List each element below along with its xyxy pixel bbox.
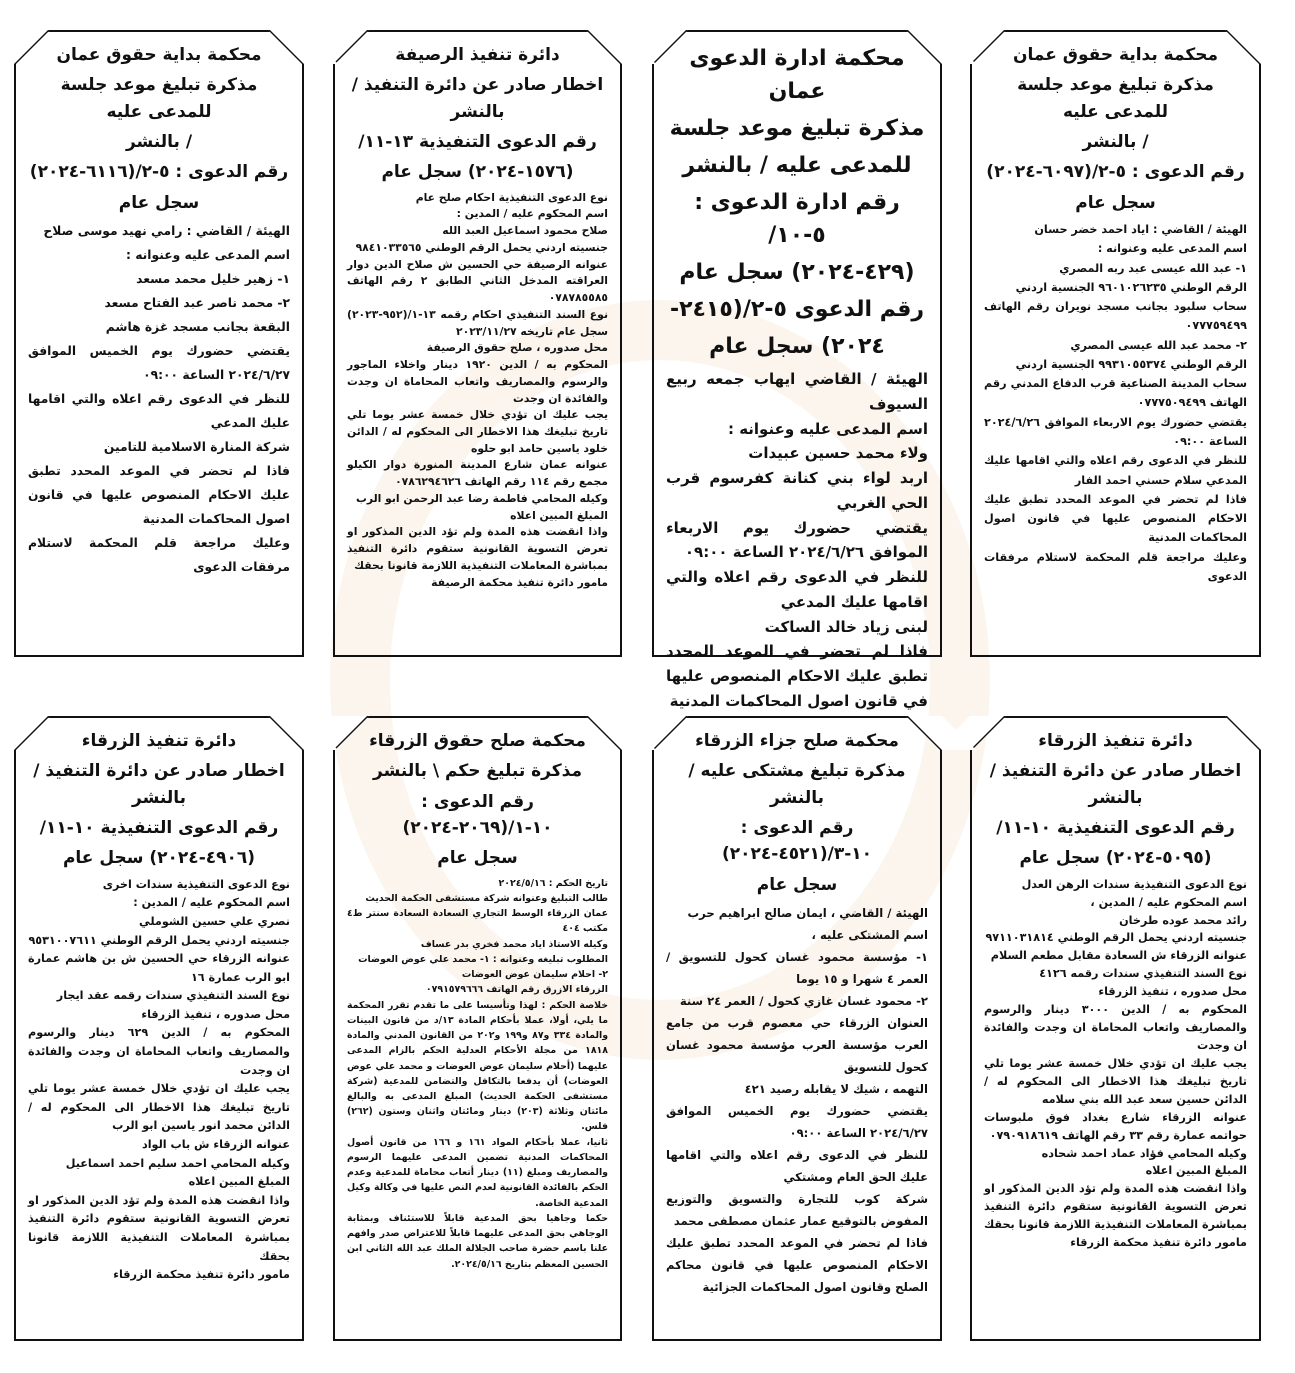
body-line: يجب عليك ان تؤدي خلال خمسة عشر يوما تلي تاريخ تبليغك هذا الاخطار الى المحكوم له / الدائن محمد انور ياسين ابو الرب bbox=[28, 1082, 290, 1133]
body-line: المحكوم به / الدين ٣٠٠٠ دينار والرسوم والمصاريف واتعاب المحاماة ان وجدت والفائدة ان وجدت bbox=[984, 1003, 1247, 1053]
notice-case-number: (٤٩٠٦-٢٠٢٤) سجل عام bbox=[62, 848, 256, 869]
notice-heading: / بالنشر bbox=[1082, 132, 1149, 153]
body-line: التهمه ، شيك لا يقابله رصيد ٤٢١ bbox=[744, 1082, 928, 1097]
body-line: يقتضي حضورك يوم الخميس الموافق ٢٠٢٤/٦/٢٧ الساعة ٠٩:٠٠ bbox=[28, 343, 290, 382]
body-line: يقتضي حضورك يوم الاربعاء الموافق ٢٠٢٤/٦/٢٦ الساعة ٠٩:٠٠ bbox=[666, 518, 928, 562]
notice-heading: سجل عام bbox=[437, 848, 518, 869]
body-line: سحاب سلبود بجانب مسجد نويران رقم الهاتف ٠٧٧٧٥٩٤٩٩ bbox=[984, 300, 1247, 333]
notice-case-number: رقم الدعوى : ٥-٢/(٦٠٩٧-٢٠٢٤) bbox=[986, 162, 1245, 183]
body-line: ٢- محمد عبد الله عيسى المصري bbox=[1070, 338, 1247, 352]
body-line: البقعة بجانب مسجد غزة هاشم bbox=[105, 319, 290, 334]
body-line: للنظر في الدعوى رقم اعلاه والتي اقامها عليك المدعي bbox=[28, 391, 290, 430]
body-line: نوع الدعوى التنفيذية احكام صلح عام bbox=[415, 190, 608, 204]
notice-case-number: (٥٠٩٥-٢٠٢٤) سجل عام bbox=[1019, 848, 1212, 869]
body-line: تاريخ الحكم : ٢٠٢٤/٥/١٦ bbox=[498, 877, 608, 889]
body-line: شركة كوب للتجارة والتسويق والتوزيع المفوض بالتوقيع عمار عثمان مصطفى محمد bbox=[666, 1192, 928, 1229]
notice-heading: مذكرة تبليغ حكم \ بالنشر bbox=[373, 761, 582, 782]
body-line: اسم المدعى عليه وعنوانه : bbox=[727, 419, 928, 438]
body-line: طالب التبليغ وعنوانه شركة مستشفى الحكمة الحديث bbox=[365, 892, 608, 904]
body-line: عمان الزرقاء الوسط التجاري السعادة السعادة سنتر ط٤ مكتب ٤٠٤ bbox=[347, 908, 608, 935]
body-line: للنظر في الدعوى رقم اعلاه والتي اقامها عليك المدعي bbox=[666, 568, 928, 611]
body-line: مامور دائرة تنفيذ محكمة الرصيفة bbox=[431, 575, 608, 589]
body-line: اسم المدعى عليه وعنوانه : bbox=[1097, 242, 1247, 256]
body-line: المحكوم به / الدين ١٩٢٠ دينار واخلاء الماجور والرسوم والمصاريف واتعاب المحاماة ان وجدت والفائدة ان وجدت bbox=[347, 358, 608, 405]
body-line: وكيله المحامي احمد سليم احمد اسماعيل bbox=[65, 1156, 290, 1170]
notice-case-number: رقم الدعوى التنفيذية ١٣-١١/ bbox=[358, 132, 597, 153]
notice-heading: مذكرة تبليغ مشتكى عليه / بالنشر bbox=[688, 761, 906, 808]
body-line: نوع الدعوى التنفيذية سندات اخرى bbox=[102, 877, 290, 891]
body-line: عنوانه الزرقاء حي الحسين ش بن هاشم عمارة ابو الرب عمارة ١٦ bbox=[28, 952, 290, 984]
notice-zarqa-civil-magistrate bbox=[333, 716, 622, 1341]
body-line: الهيئة / القاضي ، ايمان صالح ابراهيم حرب bbox=[687, 906, 928, 921]
body-line: يجب عليك ان تؤدي خلال خمسة عشر يوما تلي تاريخ تبليغك هذا الاخطار الى المحكوم له / الدائن خلود ياسين حامد ابو حلوه bbox=[347, 408, 608, 455]
body-line: نوع الدعوى التنفيذية سندات الرهن العدل bbox=[1021, 877, 1247, 891]
notice-heading: مذكرة تبليغ موعد جلسة للمدعى عليه bbox=[1017, 75, 1214, 122]
notice-heading: دائرة تنفيذ الزرقاء bbox=[1038, 731, 1193, 751]
body-line: جنسيته اردني يحمل الرقم الوطني ٩٨٤١٠٣٣٥٦٥ bbox=[355, 240, 608, 254]
body-line: وكيله الاستاذ اياد محمد فخري بدر عساف bbox=[420, 938, 608, 950]
body-line: ٢- محمد ناصر عبد الفتاح مسعد bbox=[104, 295, 290, 310]
notice-case-number: (١٥٧٦-٢٠٢٤) سجل عام bbox=[381, 162, 574, 183]
body-line: ولاء محمد حسين عبيدات bbox=[748, 444, 928, 463]
notice-body bbox=[666, 367, 928, 714]
notice-heading: محكمة بداية حقوق عمان bbox=[1012, 45, 1219, 65]
body-line: ٢- محمود غسان غازي كحول / العمر ٢٤ سنة bbox=[679, 994, 928, 1009]
notice-heading: مذكرة تبليغ موعد جلسة bbox=[669, 116, 925, 141]
body-line: واذا انقضت هذه المدة ولم تؤد الدين المذكور او تعرض التسوية القانونية ستقوم دائرة التنفيذ بمباشرة المعاملات التنفيذية اللازمة قانونا بحقك bbox=[983, 1182, 1247, 1232]
body-line: ٢- احلام سليمان عوض العوضات bbox=[461, 969, 608, 981]
notice-zarqa-execution-4906 bbox=[14, 716, 304, 1341]
body-line: شركة المنارة الاسلامية للتامين bbox=[103, 439, 290, 454]
notice-amman-case-management bbox=[652, 30, 942, 710]
notice-heading: للمدعى عليه / بالنشر bbox=[682, 153, 912, 178]
body-line: محل صدوره ، صلح حقوق الرصيفة bbox=[426, 341, 608, 355]
notice-body bbox=[28, 220, 290, 580]
body-line: اسم المحكوم عليه / المدين : bbox=[456, 207, 608, 221]
notice-case-number: (٤٢٩-٢٠٢٤) سجل عام bbox=[679, 260, 915, 285]
body-line: اسم المشتكى عليه ، bbox=[811, 928, 928, 943]
body-line: وعليك مراجعة قلم المحكمة لاستلام مرفقات الدعوى bbox=[28, 535, 290, 574]
body-line: نصري علي حسين الشوملي bbox=[139, 914, 290, 928]
body-line: عنوانه الرصيفة حي الحسين ش صلاح الدين دوار العراقته المدخل الثاني الطابق ٢ رقم الهاتف ٠٧٨٧٨٥٥٨٥ bbox=[347, 257, 608, 305]
notice-case-number: رقم ادارة الدعوى : ٥-١٠/ bbox=[694, 190, 900, 248]
body-line: وعليك مراجعة قلم المحكمة لاستلام مرفقات الدعوى bbox=[984, 550, 1247, 583]
notice-case-number: رقم الدعوى : ١٠-١/(٢٠٦٩-٢٠٢٤) bbox=[402, 791, 553, 839]
notice-heading: محكمة صلح حقوق الزرقاء bbox=[369, 731, 586, 751]
body-line: الرقم الوطني ٩٩٣١٠٥٥٣٧٤ الجنسية اردني bbox=[1015, 357, 1247, 371]
body-line: يقتضي حضورك يوم الخميس الموافق ٢٠٢٤/٦/٢٧ الساعة ٠٩:٠٠ bbox=[666, 1104, 928, 1141]
notice-case-number: ٢٠٢٤) سجل عام bbox=[709, 334, 885, 359]
notice-heading: سجل عام bbox=[756, 874, 838, 895]
notice-rusaifa-execution bbox=[333, 30, 622, 657]
body-line: لبنى زياد خالد الساكت bbox=[764, 617, 928, 636]
notice-body bbox=[984, 876, 1247, 1252]
body-line: يجب عليك ان تؤدي خلال خمسة عشر يوما تلي تاريخ تبليغك هذا الاخطار الى المحكوم له / الدائن حسين سعد عبد الله بني سلامه bbox=[984, 1056, 1247, 1106]
notice-amman-first-instance-6097 bbox=[970, 30, 1261, 657]
body-line: رائد محمد عوده طرخان bbox=[1119, 913, 1247, 927]
body-line: محل صدوره ، تنفيذ الزرقاء bbox=[141, 1007, 290, 1021]
notice-heading: اخطار صادر عن دائرة التنفيذ / بالنشر bbox=[33, 761, 285, 808]
body-line: عنوانه الزرقاء شارع بغداد فوق ملبوسات حواتمه عمارة رقم ٣٣ رقم الهاتف ٠٧٩٠٩١٨٦١٩ bbox=[984, 1110, 1247, 1142]
body-line: نوع السند التنفيذي احكام رقمه ١٣-١/(٩٥٢-٢٠٢٣) سجل عام تاريخه ٢٠٢٣/١١/٢٧ bbox=[347, 307, 608, 338]
body-line: جنسيته اردني يحمل الرقم الوطني ٩٧١١٠٣١٨١٤ bbox=[985, 931, 1247, 945]
body-line: عنوانه الزرقاء ش باب الواد bbox=[141, 1138, 290, 1152]
notice-heading: سجل عام bbox=[1075, 192, 1156, 213]
notice-case-number: رقم الدعوى : ٥-٢/(٦١١٦-٢٠٢٤) bbox=[29, 162, 289, 183]
body-line: وكيله المحامي فاطمة رضا عبد الرحمن ابو الرب bbox=[356, 491, 608, 505]
notice-zarqa-execution-5095 bbox=[970, 716, 1261, 1341]
body-line: عنوانه الزرقاء ش السعادة مقابل مطعم السلام bbox=[990, 949, 1247, 963]
body-line: للنظر في الدعوى رقم اعلاه والتي اقامها عليك الحق العام ومشتكي bbox=[666, 1148, 928, 1185]
body-line: الهيئة / القاضي : اياد احمد خضر حسان bbox=[1034, 223, 1247, 237]
notice-heading: اخطار صادر عن دائرة التنفيذ / بالنشر bbox=[989, 761, 1242, 808]
notice-body bbox=[347, 190, 608, 592]
notice-body bbox=[28, 876, 290, 1285]
body-line: يقتضي حضورك يوم الاربعاء الموافق ٢٠٢٤/٦/٢٦ الساعة ٠٩:٠٠ bbox=[984, 415, 1247, 448]
notice-heading: سجل عام bbox=[118, 192, 200, 213]
body-line: الهيئة / القاضي ايهاب جمعه ربيع السيوف bbox=[666, 370, 928, 413]
body-line: المبلغ المبين اعلاه bbox=[1145, 1164, 1247, 1178]
body-line: الهيئة / القاضي : رامي نهيد موسى صلاح bbox=[43, 224, 290, 239]
body-line: فاذا لم تحضر في الموعد المحدد تطبق عليك الاحكام المنصوص عليها في قانون اصول المحاكمات المدنية bbox=[666, 642, 928, 710]
body-line: جنسيته اردني يحمل الرقم الوطني ٩٥٣١٠٠٧٦١١ bbox=[28, 933, 290, 947]
body-line: فاذا لم تحضر في الموعد المحدد تطبق عليك الاحكام المنصوص عليها في قانون اصول المحاكمات المدنية bbox=[28, 463, 290, 526]
body-line: ١- عبد الله عيسى عبد ربه المصري bbox=[1059, 261, 1247, 275]
body-line: الرقم الوطني ٩٦٠١٠٢٦٢٣٥ الجنسية اردني bbox=[1015, 280, 1247, 294]
body-line: فاذا لم تحضر في الموعد المحدد تطبق عليك الاحكام المنصوص عليها في قانون محاكم الصلح وقانون اصول المحاكمات الجزائية bbox=[666, 1236, 928, 1295]
body-line: مامور دائرة تنفيذ محكمة الزرقاء bbox=[1070, 1236, 1247, 1250]
notice-zarqa-criminal-magistrate bbox=[652, 716, 942, 1341]
notice-case-number: رقم الدعوى ٥-٢/(٢٤١٥- bbox=[669, 297, 925, 322]
body-line: للنظر في الدعوى رقم اعلاه والتي اقامها عليك المدعي سلام حسني احمد الفار bbox=[984, 454, 1247, 487]
body-line: مامور دائرة تنفيذ محكمة الزرقاء bbox=[113, 1268, 290, 1282]
body-line: المبلغ المبين اعلاه bbox=[510, 508, 608, 522]
body-line: صلاح محمود اسماعيل العبد الله bbox=[442, 224, 608, 238]
notice-body bbox=[984, 220, 1247, 586]
body-line: ١- مؤسسة محمود غسان كحول للتسويق / العمر ٤ شهرا و ١٥ يوما bbox=[666, 950, 928, 987]
body-line: اربد لواء بني كنانة كفرسوم قرب الحي الغربي bbox=[666, 469, 928, 512]
body-line: وكيله المحامي فؤاد عماد احمد شحاده bbox=[1041, 1146, 1247, 1160]
body-line: ثانيا، عملا بأحكام المواد ١٦١ و ١٦٦ من قانون أصول المحاكمات المدنية تضمين المدعى عليهما الرسوم والمصاريف ومبلغ (١١) دينار أتعاب محاماة للمدعية وعدم الحكم بالفائدة القانونية لعدم النص عليها في وكالة وكيل المدعية الخاصة. bbox=[347, 1136, 608, 1209]
notice-case-number: رقم الدعوى : ١٠-٣/(٤٥٢١-٢٠٢٤) bbox=[721, 818, 873, 865]
notice-heading: اخطار صادر عن دائرة التنفيذ / بالنشر bbox=[351, 75, 604, 122]
body-line: المطلوب تبليغه وعنوانه : ١- محمد علي عوض العوضات bbox=[358, 953, 608, 965]
notice-case-number: رقم الدعوى التنفيذية ١٠-١١/ bbox=[996, 818, 1235, 839]
body-line: اسم المحكوم عليه / المدين ، bbox=[1090, 895, 1247, 909]
body-line: الزرقاء الازرق رقم الهاتف ٠٧٩١٥٧٩٦٦٦ bbox=[425, 984, 608, 996]
notice-heading: دائرة تنفيذ الزرقاء bbox=[81, 731, 237, 751]
body-line: واذا انقضت هذه المدة ولم تؤد الدين المذكور او تعرض التسوية القانونية ستقوم دائرة التنفيذ بمباشرة المعاملات التنفيذية اللازمة قانونا بحقك bbox=[28, 1193, 290, 1263]
body-line: المحكوم به / الدين ٦٢٩ دينار والرسوم والمصاريف واتعاب المحاماة ان وجدت والفائدة ان وجدت bbox=[28, 1026, 290, 1077]
notice-heading: محكمة صلح جزاء الزرقاء bbox=[695, 731, 899, 751]
notice-body bbox=[666, 902, 928, 1298]
body-line: خلاصة الحكم : لهذا وتأسيسا على ما تقدم تقرر المحكمة ما يلي، أولا، عملا بأحكام المادة ١٣/د من قانون البينات والمادة ٣٣٤ و٨٧ و١٩٩ و٢٠٢ من القانون المدني والمادة ١٨١٨ من مجلة الأحكام العدلية الحكم بالزام المدعى عليهما (أحلام سليمان عوض العوضات و محمد علي عوض العوضات) أن يدفعا بالتكافل والتضامن للمدعية (شركة مستشفى الحكمة الحديث) المبلغ المدعى به والبالغ مائتان وثلاثة (٢٠٣) دينار ومائتان واثنان وستون (٢٦٢) فلس. bbox=[347, 999, 609, 1133]
notice-heading: / بالنشر bbox=[125, 132, 193, 153]
notice-heading: دائرة تنفيذ الرصيفة bbox=[395, 45, 560, 65]
notice-body bbox=[347, 876, 608, 1272]
body-line: محل صدوره ، تنفيذ الزرقاء bbox=[1098, 985, 1247, 999]
body-line: ١- زهير خليل محمد مسعد bbox=[136, 272, 290, 286]
body-line: نوع السند التنفيذي سندات رقمه عقد ايجار bbox=[56, 989, 290, 1003]
body-line: سحاب المدينة الصناعية قرب الدفاع المدني رقم الهاتف ٠٧٧٧٥٠٩٤٩٩ bbox=[984, 377, 1247, 410]
body-line: فاذا لم تحضر في الموعد المحدد تطبق عليك الاحكام المنصوص عليها في قانون اصول المحاكمات المدنية bbox=[984, 492, 1247, 545]
notice-case-number: رقم الدعوى التنفيذية ١٠-١١/ bbox=[39, 818, 279, 839]
body-line: نوع السند التنفيذي سندات رقمه ٤١٢٦ bbox=[1039, 967, 1247, 981]
body-line: واذا انقضت هذه المدة ولم تؤد الدين المذكور او تعرض التسوية القانونية ستقوم دائرة التنفيذ بمباشرة المعاملات التنفيذية اللازمة قانونا بحقك bbox=[347, 525, 608, 572]
body-line: المبلغ المبين اعلاه bbox=[188, 1175, 290, 1189]
body-line: اسم المدعى عليه وعنوانه : bbox=[126, 248, 290, 263]
notice-heading: محكمة بداية حقوق عمان bbox=[56, 45, 262, 65]
body-line: العنوان الزرقاء حي معصوم قرب من جامع العرب مؤسسة العرب مؤسسة محمود غسان كحول للتسويق bbox=[666, 1016, 928, 1075]
notice-heading: مذكرة تبليغ موعد جلسة للمدعى عليه bbox=[60, 75, 258, 122]
body-line: اسم المحكوم عليه / المدين : bbox=[133, 896, 290, 910]
notice-heading: محكمة ادارة الدعوى عمان bbox=[689, 46, 905, 104]
notice-amman-first-instance-6116 bbox=[14, 30, 304, 657]
body-line: حكما وجاهيا بحق المدعية قابلاً للاستئناف وبمثابة الوجاهي بحق المدعى عليهما قابلاً للاعتراض صدر وافهم علنا باسم حضرة صاحب الجلالة الملك عبد الله الثاني ابن الحسين المعظم بتاريخ ٢٠٢٤/٥/١٦. bbox=[347, 1212, 608, 1270]
body-line: عنوانه عمان شارع المدينة المنورة دوار الكيلو مجمع رقم ١١٤ رقم الهاتف ٠٧٨٦٢٩٤٦٢٦ bbox=[347, 458, 608, 489]
